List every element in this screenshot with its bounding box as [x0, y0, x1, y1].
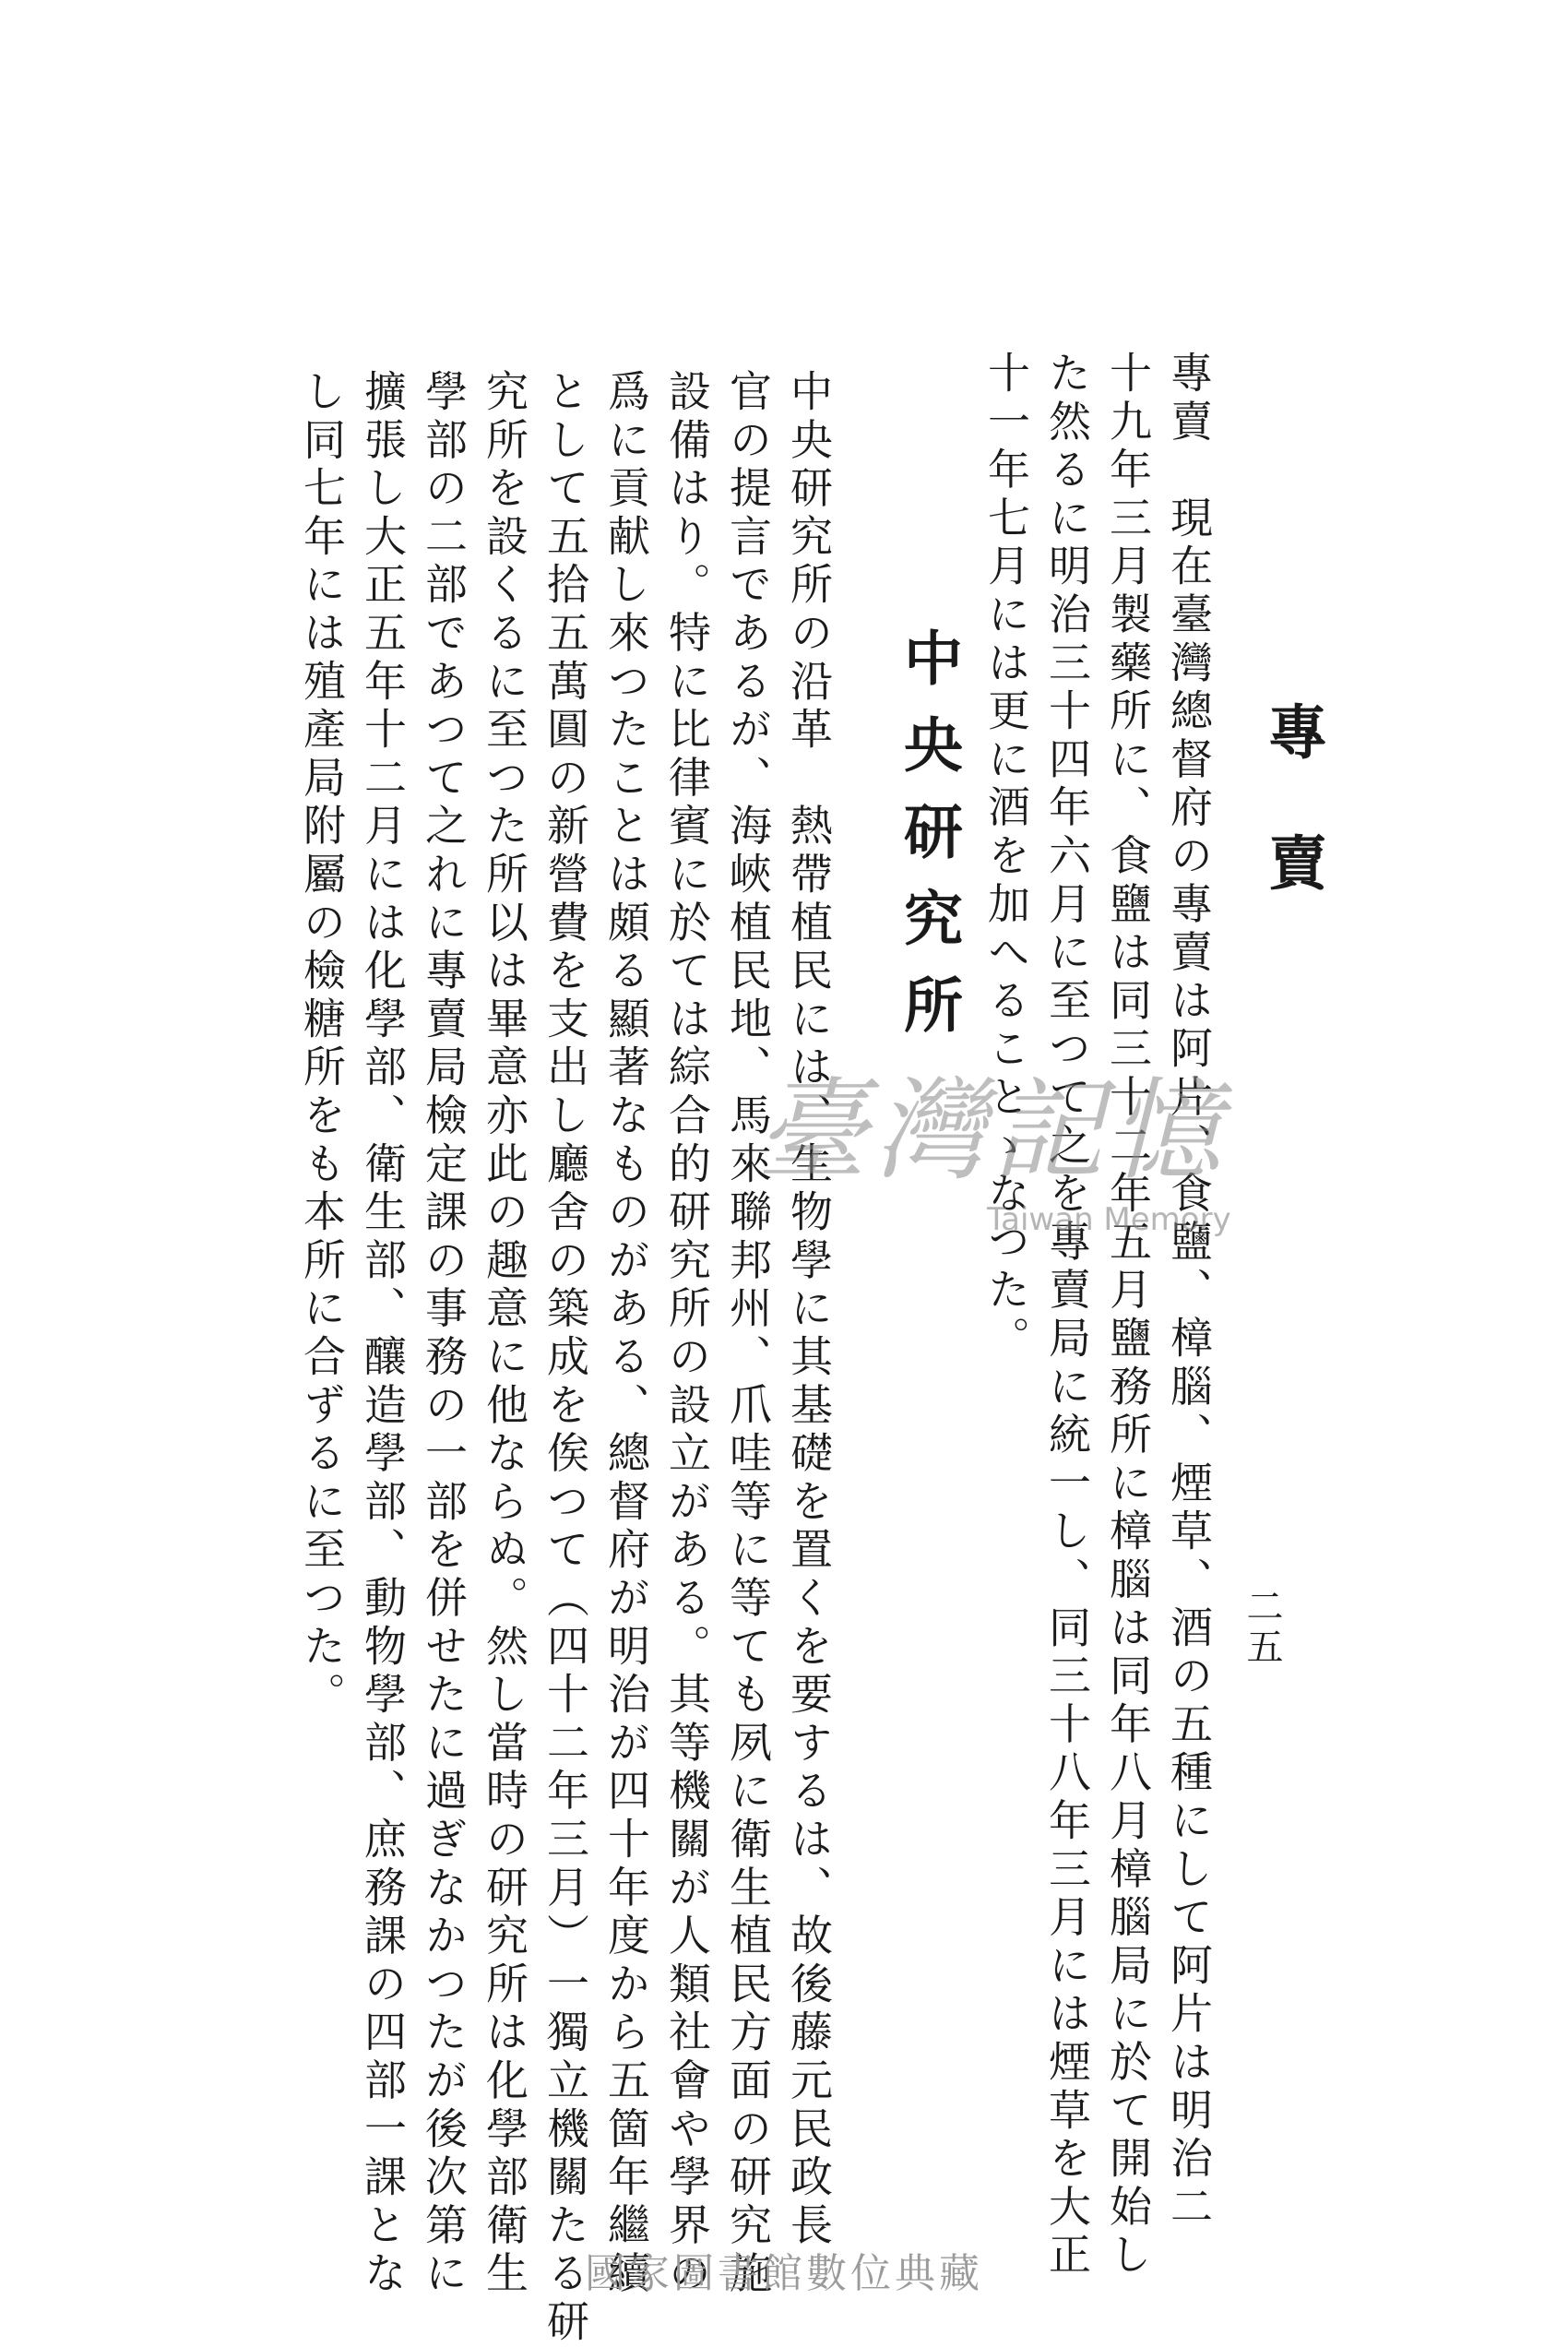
- watermark-text: 臺灣記憶: [756, 1067, 1229, 1196]
- section-heading-institute: 中央研究所: [894, 627, 963, 1061]
- text-column: 究所を設くるに至つた所以は畢意亦此の趣意に他ならぬ。然し當時の研究所は化學部衛生: [480, 369, 529, 2299]
- text-column: 十一年七月には更に酒を加へることゝなつた。: [981, 351, 1031, 1364]
- text-column: 擴張し大正五年十二月には化學部、衛生部、釀造學部、動物學部、庶務課の四部一課とな: [358, 369, 408, 2299]
- page-number: 二五: [1241, 1587, 1283, 1668]
- text-column: として五拾五萬圓の新營費を支出し廳舍の築成を俟つて（四十二年三月）一獨立機關たる研: [540, 369, 590, 2347]
- section-heading-monopoly: 專賣: [1258, 701, 1327, 963]
- text-column: た然るに明治三十四年六月に至つて之を專賣局に統一し、同三十八年三月には煙草を大正: [1042, 351, 1092, 2281]
- text-column: 爲に貢献し來つたことは頗る顯著なものがある、總督府が明治が四十年度から五箇年繼續: [601, 369, 651, 2299]
- text-column: 專賣 現在臺灣總督府の專賣は阿片、食鹽、樟腦、煙草、酒の五種にして阿片は明治二: [1164, 351, 1214, 2233]
- footer-archive-label: 國家圖書館數位典藏: [585, 2250, 983, 2297]
- text-column: 學部の二部であつて之れに專賣局檢定課の事務の一部を併せたに過ぎなかつたが後次第に: [419, 369, 469, 2299]
- text-column: 中央研究所の沿革 熱帶植民には、生物學に其基礎を置くを要するは、故後藤元民政長: [784, 369, 834, 2251]
- text-column: 官の提言であるが、海峽植民地、馬來聯邦州、爪哇等に等ても夙に衛生植民方面の研究施: [723, 369, 773, 2299]
- text-column: し同七年には殖產局附屬の檢糖所をも本所に合ずるに至つた。: [297, 369, 347, 1721]
- text-column: 十九年三月製藥所に、食鹽は同三十二年五月鹽務所に樟腦は同年八月樟腦局に於て開始し: [1103, 351, 1153, 2281]
- watermark-latin-text: Taiwan Memory: [987, 1201, 1231, 1238]
- text-column: 設備はり。特に比律賓に於ては綜合的研究所の設立がある。其等機關が人類社會や學界の: [662, 369, 712, 2299]
- watermark-logo: [756, 1042, 1254, 1273]
